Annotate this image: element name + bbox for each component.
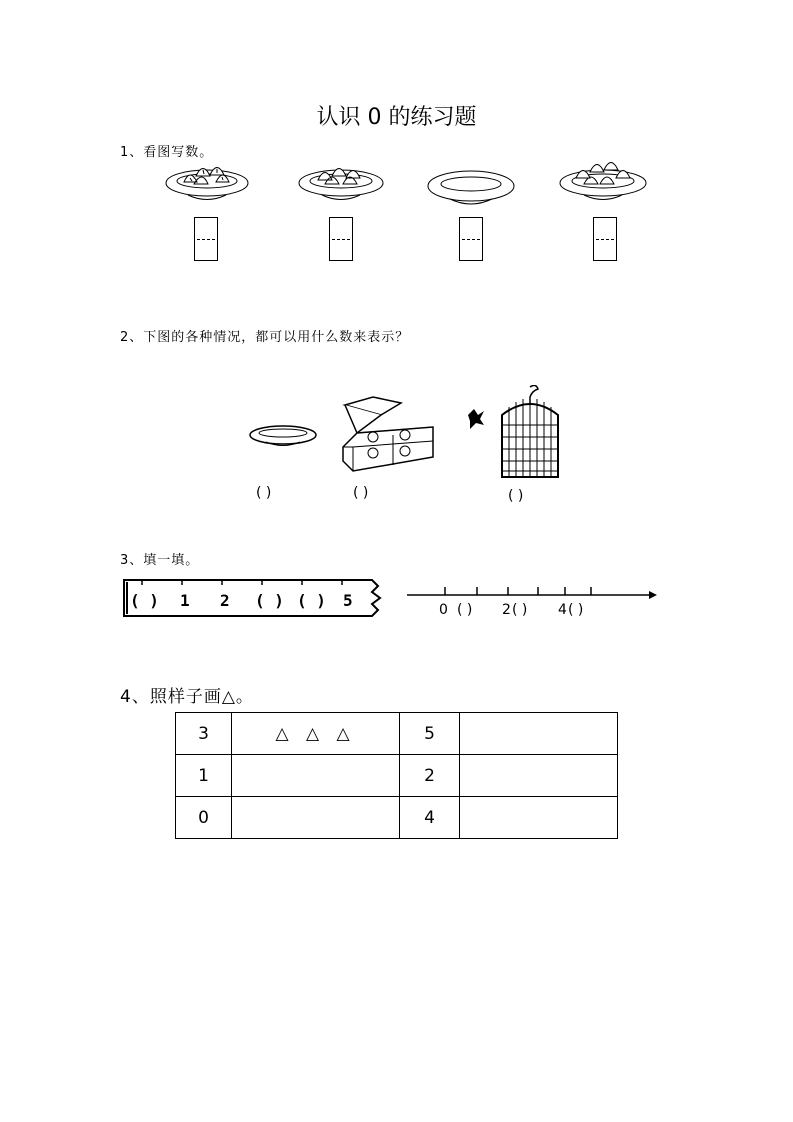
number-line-blank-3[interactable]: ( )	[512, 602, 528, 618]
table-cell-number: 2	[400, 755, 460, 797]
empty-plate-icon	[428, 171, 514, 204]
plate-with-peaches-icon	[166, 168, 248, 200]
ruler-mark-6: 5	[343, 591, 353, 610]
number-line-blank-1[interactable]: ( )	[457, 602, 473, 618]
answer-box-4[interactable]	[593, 217, 617, 261]
answer-box-3[interactable]	[459, 217, 483, 261]
q2-pictures	[245, 385, 565, 490]
number-line-label-0: 0	[439, 602, 448, 618]
table-cell-draw-area[interactable]	[460, 713, 618, 755]
answer-box-1[interactable]	[194, 217, 218, 261]
plate-with-peaches-icon	[299, 169, 383, 200]
table-cell-number: 0	[176, 797, 232, 839]
question-4-label: 4、照样子画△。	[120, 687, 254, 707]
number-line-blank-5[interactable]: ( )	[568, 602, 584, 618]
ruler-mark-1[interactable]: ( )	[130, 591, 159, 610]
table-cell-number: 4	[400, 797, 460, 839]
question-2-label: 2、下图的各种情况，都可以用什么数来表示？	[120, 330, 410, 345]
q1-plates	[160, 150, 660, 212]
table-cell-draw-area[interactable]	[460, 755, 618, 797]
bird-cage-icon	[468, 385, 558, 477]
table-cell-draw-area[interactable]	[232, 755, 400, 797]
q2-answer-3[interactable]: ( )	[508, 488, 524, 504]
table-row	[176, 713, 618, 755]
ruler-mark-5[interactable]: ( )	[297, 591, 326, 610]
number-line-label-2: 2	[502, 602, 511, 618]
question-3-label: 3、填一填。	[120, 553, 200, 568]
table-cell-draw-area[interactable]	[232, 797, 400, 839]
table-row	[176, 755, 618, 797]
number-line-label-4: 4	[558, 602, 567, 618]
table-row	[176, 797, 618, 839]
table-cell-number: 3	[176, 713, 232, 755]
answer-box-2[interactable]	[329, 217, 353, 261]
plate-with-peaches-icon	[560, 163, 646, 200]
q2-answer-2[interactable]: ( )	[353, 485, 369, 501]
table-cell-number: 5	[400, 713, 460, 755]
open-box-icon	[343, 397, 433, 471]
table-cell-number: 1	[176, 755, 232, 797]
page-title: 认识 0 的练习题	[316, 105, 477, 130]
question-1-label: 1、看图写数。	[120, 145, 214, 160]
table-cell-triangles: △ △ △	[232, 713, 400, 755]
ruler-mark-3: 2	[220, 591, 230, 610]
empty-plate-icon	[250, 426, 316, 446]
triangle-table	[175, 712, 618, 839]
ruler-mark-2: 1	[180, 591, 190, 610]
q2-answer-1[interactable]: ( )	[256, 485, 272, 501]
table-cell-draw-area[interactable]	[460, 797, 618, 839]
ruler-mark-4[interactable]: ( )	[255, 591, 284, 610]
